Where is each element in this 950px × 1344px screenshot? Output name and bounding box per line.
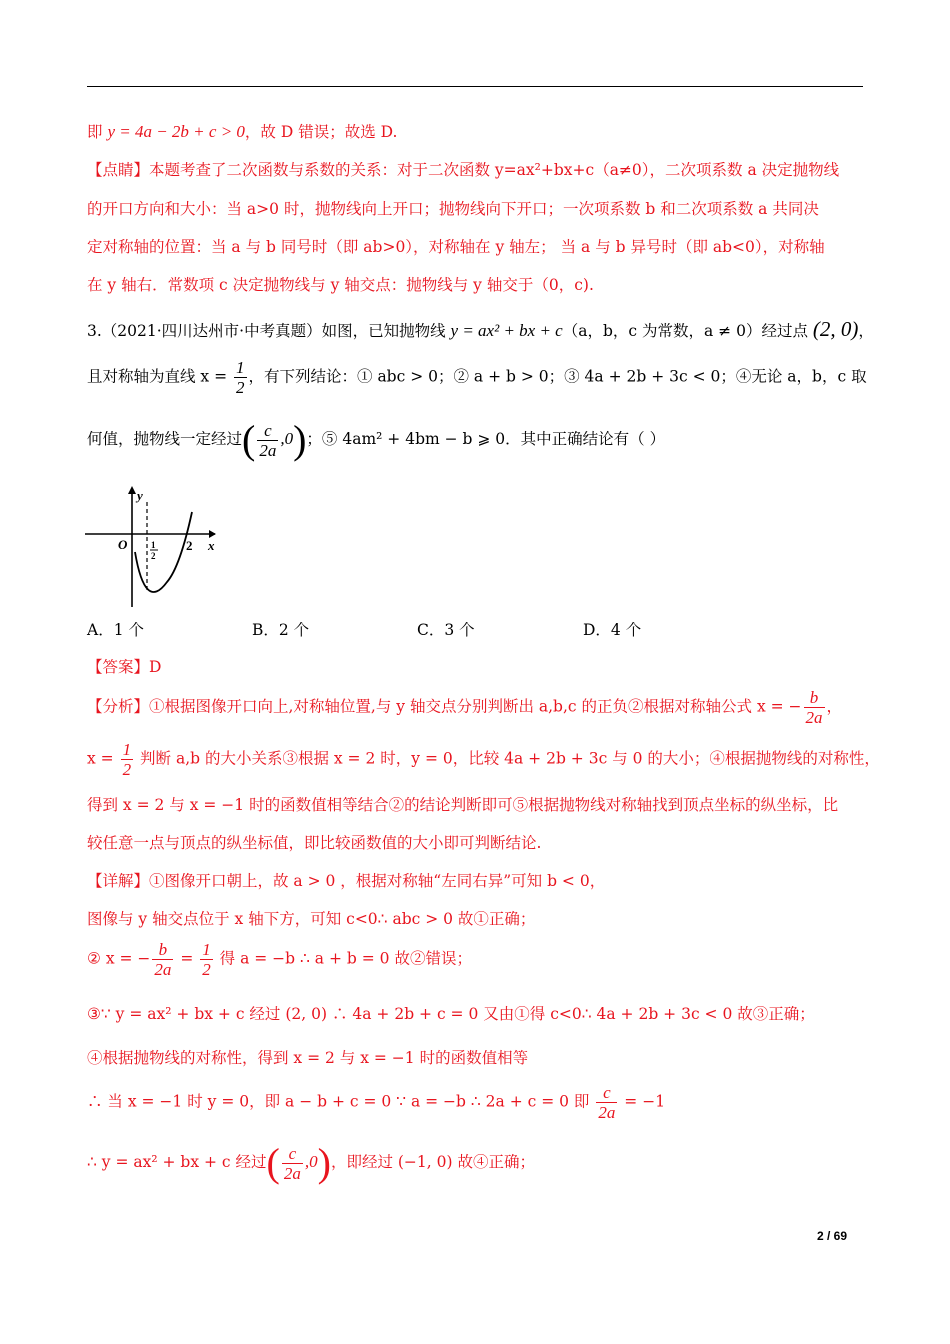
text: ，有下列结论：① abc > 0；② a + b > 0；③ 4a + 2b + 3c < 0；④无论 a，b，c 取 xyxy=(248,367,867,386)
text: = xyxy=(175,949,199,968)
text: ；⑤ 4am² + 4bm − b ⩾ 0．其中正确结论有（ ） xyxy=(306,430,666,448)
fraction-b-2a: $\frac{b}{2a}$ xyxy=(805,688,823,727)
text: 判断 a,b 的大小关系③根据 x = 2 时，y = 0，比较 4a + 2b + 3c 与 0 的大小；④根据抛物线的对称性， xyxy=(135,749,880,768)
text: 在 y 轴右．常数项 c 决定抛物线与 y 轴交点：抛物线与 y 轴交于（0，c). xyxy=(87,276,594,294)
text: 图像与 y 轴交点位于 x 轴下方，可知 c<0∴ abc > 0 故①正确； xyxy=(87,910,536,928)
fraction-b-2a: $\frac{b}{2a}$ xyxy=(154,940,172,979)
text: 较任意一点与顶点的纵坐标值，即比较函数值的大小即可判断结论. xyxy=(87,834,542,852)
note-line-4 xyxy=(87,274,594,296)
detail-line-1 xyxy=(87,870,605,892)
point: (2, 0) xyxy=(812,317,859,341)
text: ∴ y = ax² + bx + c 经过 xyxy=(87,1153,267,1171)
analysis-line-4 xyxy=(87,832,541,854)
detail-line-7: ∴ y = ax² + bx + c 经过( $\frac{c}{2a}$ ,0)，即经过 (−1, 0) 故④正确； xyxy=(87,1140,535,1185)
parabola-graph xyxy=(85,482,225,612)
question-line-3: 何值，抛物线一定经过( $\frac{c}{2a}$ ,0)；⑤ 4am² + 4bm − b ⩾ 0．其中正确结论有（ ） xyxy=(87,417,666,462)
option-c[interactable]: C．3 个 xyxy=(417,621,475,639)
header-rule xyxy=(87,86,863,87)
formula: y = 4a − 2b + c > 0 xyxy=(107,122,245,141)
solution-line-0 xyxy=(87,121,397,143)
text: 【点睛】本题考查了二次函数与系数的关系：对于二次函数 y=ax²+bx+c（a≠0），二次项系数 a 决定抛物线 xyxy=(87,161,840,179)
option-d[interactable]: D．4 个 xyxy=(583,621,642,639)
svg-text:1: 1 xyxy=(151,540,156,550)
formula: y = ax² + bx + c xyxy=(450,321,563,340)
y-axis-label: y xyxy=(137,488,143,503)
fraction-half: $\frac{1}{2}$ xyxy=(236,358,245,397)
detail-line-2 xyxy=(87,908,535,930)
fraction-c-2a: $\frac{c}{2a}$ xyxy=(598,1083,616,1122)
x-intercept-label: 2 xyxy=(186,538,193,553)
answer-line xyxy=(87,656,161,678)
question-line-1 xyxy=(87,318,874,342)
text: = −1 xyxy=(619,1092,666,1111)
text: ∴ 当 x = −1 时 y = 0，即 a − b + c = 0 ∵ a = −b ∴ 2a + c = 0 即 xyxy=(87,1092,595,1111)
text: 【分析】①根据图像开口向上,对称轴位置,与 y 轴交点分别判断出 a,b,c 的正负②根据对称轴公式 x = − xyxy=(87,697,802,716)
fraction-c-2a: $\frac{c}{2a}$ xyxy=(283,1143,301,1183)
text: ③∵ y = ax² + bx + c 经过 (2, 0) ∴ 4a + 2b + c = 0 又由①得 c<0∴ 4a + 2b + 3c < 0 故③正确； xyxy=(87,1005,815,1023)
option-b[interactable]: B．2 个 xyxy=(252,621,310,639)
note-line-3 xyxy=(87,236,825,258)
fraction-half: $\frac{1}{2}$ xyxy=(202,940,211,979)
text: 何值，抛物线一定经过 xyxy=(87,430,243,448)
text: ② x = − xyxy=(87,949,151,968)
text: 得到 x = 2 与 x = −1 时的函数值相等结合②的结论判断即可⑤根据抛物线对称轴找到顶点坐标的纵坐标，比 xyxy=(87,796,839,814)
text: （a，b，c 为常数，a ≠ 0）经过点 xyxy=(562,322,813,340)
text: 即 xyxy=(87,123,108,141)
text: ，故 D 错误；故选 D. xyxy=(244,123,398,141)
analysis-line-1 xyxy=(87,688,842,727)
analysis-line-3 xyxy=(87,794,838,816)
fraction-half: $\frac{1}{2}$ xyxy=(122,740,132,779)
text: 定对称轴的位置：当 a 与 b 同号时（即 ab>0），对称轴在 y 轴左； 当 a 与 b 异号时（即 ab<0），对称轴 xyxy=(87,238,825,256)
detail-line-4 xyxy=(87,1003,815,1025)
origin-label: O xyxy=(118,537,128,552)
text: ④根据抛物线的对称性，得到 x = 2 与 x = −1 时的函数值相等 xyxy=(87,1049,529,1067)
svg-text:2: 2 xyxy=(151,551,156,561)
note-line-2 xyxy=(87,198,819,220)
text: ， xyxy=(858,322,874,340)
text: 【答案】D xyxy=(87,658,162,676)
fraction-c-2a: $\frac{c}{2a}$ xyxy=(259,420,277,460)
page-number: 2 / 69 xyxy=(817,1229,848,1243)
detail-line-5 xyxy=(87,1047,528,1069)
text: ， xyxy=(826,697,843,716)
option-a[interactable]: A．1 个 xyxy=(87,621,144,639)
text: ，即经过 (−1, 0) 故④正确； xyxy=(330,1153,535,1171)
text: 的开口方向和大小：当 a>0 时，抛物线向上开口；抛物线向下开口；一次项系数 b 和二次项系数 a 共同决 xyxy=(87,200,819,218)
analysis-line-2 xyxy=(87,740,880,779)
question-line-2 xyxy=(87,358,867,397)
text: 得 a = −b ∴ a + b = 0 故②错误； xyxy=(214,949,472,968)
detail-line-6 xyxy=(87,1083,665,1122)
note-line-1 xyxy=(87,159,839,181)
text: x = xyxy=(87,749,119,768)
detail-line-3 xyxy=(87,940,472,979)
text: 3.（2021·四川达州市·中考真题）如图，已知抛物线 xyxy=(87,322,451,340)
text: 【详解】①图像开口朝上，故 a > 0 ，根据对称轴“左同右异”可知 b < 0， xyxy=(87,872,606,890)
x-axis-label: x xyxy=(208,538,215,553)
text: 且对称轴为直线 x = xyxy=(87,367,233,386)
